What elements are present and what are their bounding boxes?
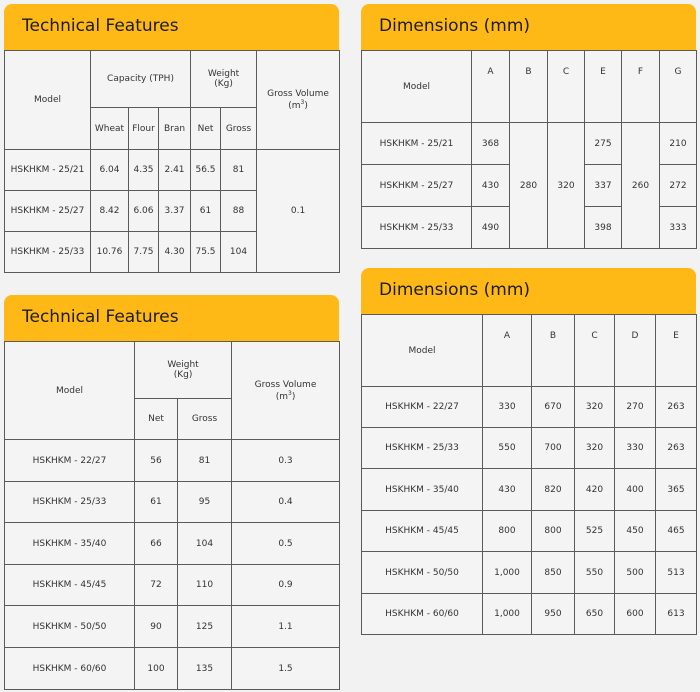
a-cell: 800 (483, 511, 532, 552)
gross-cell: 81 (221, 150, 257, 191)
header-bran: Bran (159, 108, 191, 150)
table-row (362, 511, 697, 552)
c-cell: 550 (575, 552, 615, 594)
table-row (362, 387, 697, 428)
header-capacity: Capacity (TPH) (91, 51, 191, 108)
model-cell: HSKHKM - 60/60 (362, 594, 483, 635)
header-b: B (532, 315, 575, 387)
technical-features-table-2 (4, 341, 340, 690)
dimensions-panel-2 (361, 268, 696, 635)
model-cell: HSKHKM - 25/33 (5, 482, 135, 523)
gross-cell: 88 (221, 191, 257, 232)
header-gross-volume: Gross Volume $(m^3)$ (232, 342, 340, 440)
g-cell: 210 (660, 123, 697, 165)
c-cell: 420 (575, 469, 615, 511)
e-cell: 275 (585, 123, 622, 165)
header-g: G (660, 51, 697, 123)
net-cell: 61 (191, 191, 221, 232)
a-cell: 1,000 (483, 552, 532, 594)
model-cell: HSKHKM - 35/40 (5, 523, 135, 565)
c-cell: 320 (575, 387, 615, 428)
b-cell: 850 (532, 552, 575, 594)
g-cell: 333 (660, 207, 697, 249)
header-a: A (472, 51, 510, 123)
volume-cell: 1.5 (232, 648, 340, 690)
volume-cell: 0.5 (232, 523, 340, 565)
b-cell: 670 (532, 387, 575, 428)
dimensions-panel-1 (361, 4, 696, 249)
table-row (5, 523, 340, 565)
panel-title: Dimensions (mm) (361, 268, 696, 314)
table-row (5, 565, 340, 606)
table-row (5, 606, 340, 648)
net-cell: 56 (135, 440, 178, 482)
d-cell: 450 (615, 511, 656, 552)
model-cell: HSKHKM - 25/33 (362, 207, 472, 249)
header-c: C (548, 51, 585, 123)
model-cell: HSKHKM - 25/27 (362, 165, 472, 207)
panel-title: Dimensions (mm) (361, 4, 696, 50)
table-row (362, 428, 697, 469)
header-e: E (585, 51, 622, 123)
volume-cell: 0.9 (232, 565, 340, 606)
header-model: Model (362, 315, 483, 387)
b-cell: 950 (532, 594, 575, 635)
header-net: Net (191, 108, 221, 150)
b-cell: 700 (532, 428, 575, 469)
a-cell: 430 (472, 165, 510, 207)
c-cell: 650 (575, 594, 615, 635)
dimensions-table-1 (361, 50, 697, 249)
header-net: Net (135, 399, 178, 440)
header-model: Model (5, 342, 135, 440)
net-cell: 61 (135, 482, 178, 523)
wheat-cell: 10.76 (91, 232, 129, 273)
header-a: A (483, 315, 532, 387)
table-row (362, 594, 697, 635)
gross-cell: 95 (178, 482, 232, 523)
header-c: C (575, 315, 615, 387)
panel-title: Technical Features (4, 4, 339, 50)
b-cell: 280 (510, 123, 548, 249)
gross-cell: 110 (178, 565, 232, 606)
header-e: E (656, 315, 697, 387)
model-cell: HSKHKM - 22/27 (362, 387, 483, 428)
d-cell: 500 (615, 552, 656, 594)
c-cell: 320 (548, 123, 585, 249)
f-cell: 260 (622, 123, 660, 249)
gross-cell: 104 (178, 523, 232, 565)
d-cell: 400 (615, 469, 656, 511)
model-cell: HSKHKM - 25/27 (5, 191, 91, 232)
table-row (5, 440, 340, 482)
model-cell: HSKHKM - 45/45 (362, 511, 483, 552)
header-weight: Weight (Kg) (191, 51, 257, 108)
header-wheat: Wheat (91, 108, 129, 150)
model-cell: HSKHKM - 25/33 (5, 232, 91, 273)
e-cell: 365 (656, 469, 697, 511)
header-f: F (622, 51, 660, 123)
header-gross: Gross (178, 399, 232, 440)
b-cell: 820 (532, 469, 575, 511)
flour-cell: 6.06 (129, 191, 159, 232)
e-cell: 613 (656, 594, 697, 635)
c-cell: 525 (575, 511, 615, 552)
e-cell: 398 (585, 207, 622, 249)
model-cell: HSKHKM - 35/40 (362, 469, 483, 511)
wheat-cell: 6.04 (91, 150, 129, 191)
header-flour: Flour (129, 108, 159, 150)
net-cell: 90 (135, 606, 178, 648)
e-cell: 337 (585, 165, 622, 207)
model-cell: HSKHKM - 25/21 (5, 150, 91, 191)
volume-cell: 0.3 (232, 440, 340, 482)
net-cell: 100 (135, 648, 178, 690)
model-cell: HSKHKM - 50/50 (5, 606, 135, 648)
volume-cell: 1.1 (232, 606, 340, 648)
table-row (362, 469, 697, 511)
volume-cell: 0.4 (232, 482, 340, 523)
table-row (362, 552, 697, 594)
technical-features-panel-2 (4, 295, 339, 690)
e-cell: 465 (656, 511, 697, 552)
model-cell: HSKHKM - 45/45 (5, 565, 135, 606)
d-cell: 270 (615, 387, 656, 428)
dimensions-table-2 (361, 314, 697, 635)
net-cell: 66 (135, 523, 178, 565)
a-cell: 330 (483, 387, 532, 428)
bran-cell: 2.41 (159, 150, 191, 191)
bran-cell: 3.37 (159, 191, 191, 232)
gross-cell: 125 (178, 606, 232, 648)
wheat-cell: 8.42 (91, 191, 129, 232)
b-cell: 800 (532, 511, 575, 552)
gross-cell: 81 (178, 440, 232, 482)
a-cell: 490 (472, 207, 510, 249)
panel-title: Technical Features (4, 295, 339, 341)
gross-cell: 104 (221, 232, 257, 273)
header-weight: Weight (Kg) (135, 342, 232, 399)
model-cell: HSKHKM - 50/50 (362, 552, 483, 594)
header-model: Model (362, 51, 472, 123)
header-model: Model (5, 51, 91, 150)
header-gross: Gross (221, 108, 257, 150)
table-row (5, 482, 340, 523)
d-cell: 330 (615, 428, 656, 469)
net-cell: 75.5 (191, 232, 221, 273)
d-cell: 600 (615, 594, 656, 635)
g-cell: 272 (660, 165, 697, 207)
table-row (362, 123, 697, 165)
table-row (5, 150, 340, 191)
net-cell: 56.5 (191, 150, 221, 191)
a-cell: 1,000 (483, 594, 532, 635)
c-cell: 320 (575, 428, 615, 469)
net-cell: 72 (135, 565, 178, 606)
model-cell: HSKHKM - 25/33 (362, 428, 483, 469)
bran-cell: 4.30 (159, 232, 191, 273)
e-cell: 263 (656, 428, 697, 469)
header-d: D (615, 315, 656, 387)
model-cell: HSKHKM - 60/60 (5, 648, 135, 690)
gross-cell: 135 (178, 648, 232, 690)
header-gross-volume: Gross Volume $(m^3)$ (257, 51, 340, 150)
gross-volume-cell: 0.1 (257, 150, 340, 273)
flour-cell: 7.75 (129, 232, 159, 273)
a-cell: 368 (472, 123, 510, 165)
table-row (5, 648, 340, 690)
header-b: B (510, 51, 548, 123)
model-cell: HSKHKM - 25/21 (362, 123, 472, 165)
e-cell: 263 (656, 387, 697, 428)
flour-cell: 4.35 (129, 150, 159, 191)
technical-features-table-1 (4, 50, 340, 273)
a-cell: 430 (483, 469, 532, 511)
e-cell: 513 (656, 552, 697, 594)
model-cell: HSKHKM - 22/27 (5, 440, 135, 482)
a-cell: 550 (483, 428, 532, 469)
technical-features-panel-1 (4, 4, 339, 273)
